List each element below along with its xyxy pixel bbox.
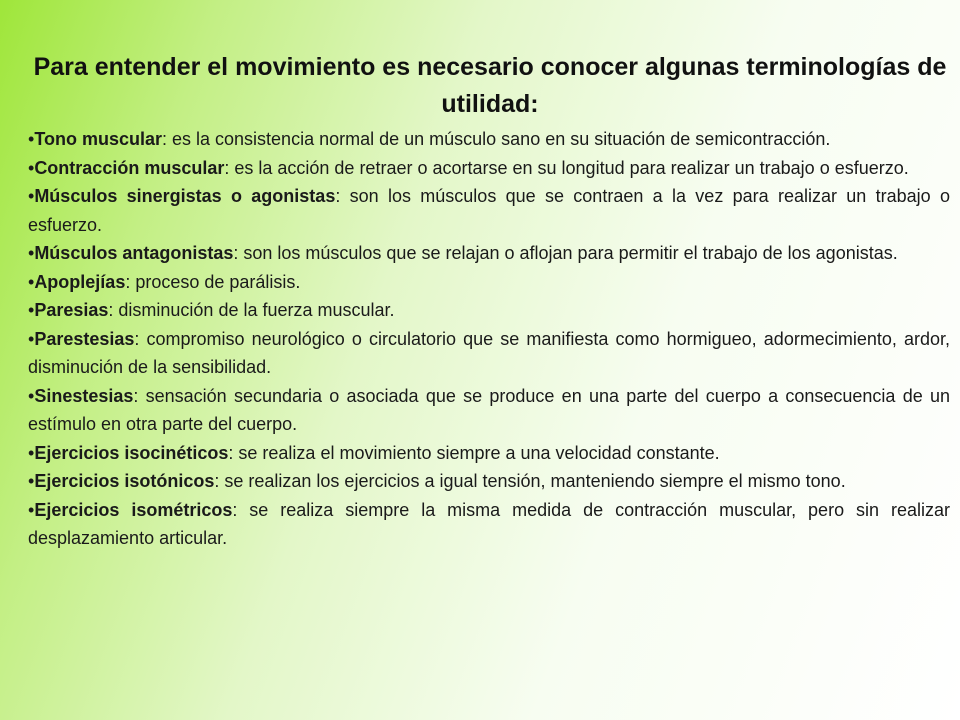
list-item	[28, 382, 950, 439]
list-item	[28, 496, 950, 553]
list-item	[28, 296, 950, 325]
term-definition: : se realiza siempre la misma medida de contracción muscular, pero sin realizar desplazamiento articular.	[28, 499, 951, 548]
term-definition: : disminución de la fuerza muscular.	[108, 300, 395, 320]
term-name: Paresias	[34, 300, 109, 320]
bullet: •	[28, 300, 35, 320]
bullet: •	[28, 328, 35, 349]
list-item	[28, 325, 950, 382]
list-item	[28, 439, 950, 468]
term-definition: : se realiza el movimiento siempre a una velocidad constante.	[228, 442, 720, 463]
term-name: Sinestesias	[34, 385, 134, 406]
list-item	[28, 154, 950, 183]
bullet: •	[28, 129, 35, 149]
term-name: Músculos sinergistas o agonistas	[34, 186, 336, 206]
bullet: •	[28, 385, 35, 406]
list-item	[28, 125, 950, 154]
bullet: •	[28, 186, 35, 206]
term-definition: : sensación secundaria o asociada que se produce en una parte del cuerpo a consecuencia de un estímulo en otra parte del cuerpo.	[28, 385, 950, 434]
bullet: •	[28, 157, 35, 178]
term-definition: : es la acción de retraer o acortarse en su longitud para realizar un trabajo o esfuerzo.	[224, 157, 909, 178]
list-item	[28, 268, 950, 297]
list-item	[28, 182, 950, 239]
term-name: Ejercicios isocinéticos	[34, 442, 229, 463]
bullet: •	[28, 499, 35, 520]
term-definition: : es la consistencia normal de un músculo sano en su situación de semicontracción.	[162, 129, 831, 149]
term-name: Apoplejías	[34, 271, 126, 292]
term-name: Tono muscular	[34, 129, 162, 149]
term-definition: : se realizan los ejercicios a igual tensión, manteniendo siempre el mismo tono.	[214, 471, 846, 491]
term-definition: : son los músculos que se contraen a la vez para realizar un trabajo o esfuerzo.	[28, 186, 950, 235]
bullet: •	[28, 442, 35, 463]
term-definition: : proceso de parálisis.	[125, 271, 301, 292]
term-name: Contracción muscular	[34, 157, 225, 178]
bullet: •	[28, 471, 35, 491]
bullet: •	[28, 271, 35, 292]
term-name: Ejercicios isotónicos	[34, 471, 215, 491]
term-name: Ejercicios isométricos	[34, 499, 233, 520]
bullet: •	[28, 243, 35, 263]
terminology-list	[28, 125, 950, 553]
list-item	[28, 239, 950, 268]
term-name: Músculos antagonistas	[34, 243, 234, 263]
term-name: Parestesias	[34, 328, 135, 349]
list-item	[28, 467, 950, 496]
term-definition: : compromiso neurológico o circulatorio que se manifiesta como hormigueo, adormecimiento, ardor, disminución de la sensibilidad.	[28, 328, 950, 377]
term-definition: : son los músculos que se relajan o aflojan para permitir el trabajo de los agonistas.	[233, 243, 898, 263]
slide-title: Para entender el movimiento es necesario conocer algunas terminologías de utilidad:	[33, 53, 947, 118]
